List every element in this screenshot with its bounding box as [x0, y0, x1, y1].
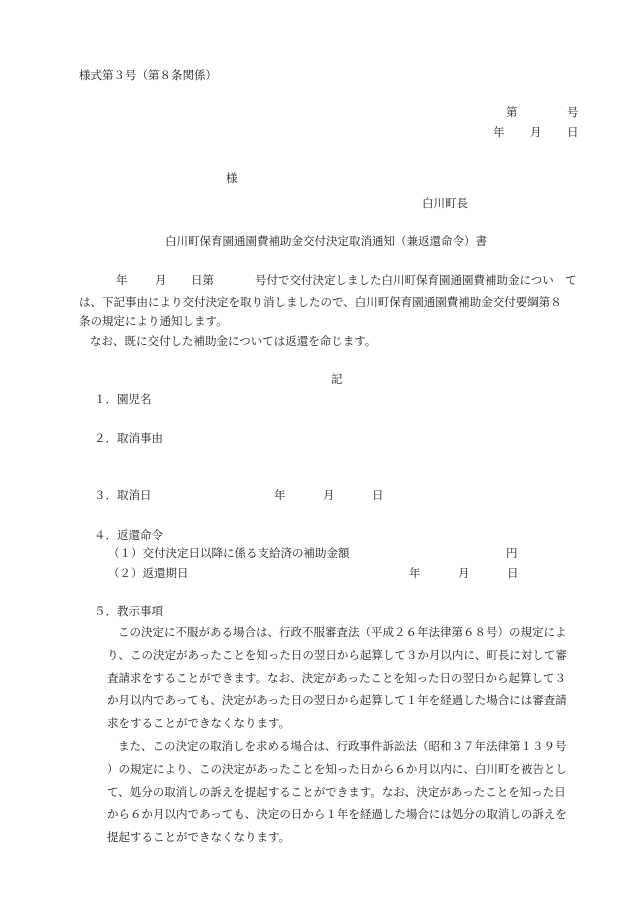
- form-number: 様式第３号（第８条関係）: [79, 68, 217, 82]
- doc-number-dai: 第: [506, 105, 518, 119]
- issue-date-day: 日: [567, 125, 579, 139]
- body-line-1: 号付で交付決定しました白川町保育園通園費補助金につい て: [255, 273, 577, 287]
- body-line-2: は、下記事由により交付決定を取り消しましたので、白川町保育園通園費補助金交付要綱第８: [79, 295, 562, 309]
- item-3-year: 年: [274, 488, 286, 502]
- item-4-sub-1: （１）交付決定日以降に係る支給済の補助金額: [108, 546, 350, 560]
- item-4-return-order: ４．返還命令: [94, 528, 163, 542]
- body-line-3: 条の規定により通知します。: [79, 314, 228, 328]
- document-title: 白川町保育園通園費補助金交付決定取消通知（兼返還命令）書: [165, 234, 487, 248]
- item-3-month: 月: [323, 488, 335, 502]
- item-3-day: 日: [372, 488, 384, 502]
- item-4-sub-2-day: 日: [507, 566, 519, 580]
- instructions-paragraph-2: [107, 735, 567, 849]
- body-month: 月: [155, 273, 167, 287]
- sender-name: 白川町長: [422, 196, 468, 210]
- item-4-sub-2-month: 月: [458, 566, 470, 580]
- item-4-sub-2-year: 年: [409, 566, 421, 580]
- instruction-line: この決定に不服がある場合は、行政不服審査法（平成２６年法律第６８号）の規定によ: [118, 625, 567, 639]
- body-year: 年: [116, 273, 128, 287]
- instruction-line: また、この決定の取消しを求める場合は、行政事件訴訟法（昭和３７年法律第１３９号: [118, 739, 567, 753]
- issue-date-month: 月: [530, 125, 542, 139]
- item-1-child-name: １．園児名: [94, 392, 152, 406]
- item-2-reason: ２．取消事由: [94, 431, 163, 445]
- item-4-sub-2: （２）返還期日: [108, 566, 189, 580]
- instruction-line: ）の規定により、この決定があったことを知った日から６か月以内に、白川町を被告とし: [107, 761, 567, 776]
- instructions-paragraph-1: [107, 621, 567, 735]
- instruction-line: り、この決定があったことを知った日の翌日から起算して３か月以内に、町長に対して審: [107, 647, 567, 662]
- body-day-dai: 日第: [191, 273, 214, 287]
- recipient-suffix: 様: [226, 171, 238, 185]
- doc-number-go: 号: [567, 105, 579, 119]
- ki-heading: 記: [331, 372, 343, 386]
- instruction-line: か月以内であっても、決定があった日の翌日から起算して１年を経過した場合には審査請: [107, 693, 567, 708]
- instruction-line: 提起することができなくなります。: [107, 830, 291, 845]
- instruction-line: から６か月以内であっても、決定の日から１年を経過した場合には処分の取消しの訴えを: [107, 807, 567, 822]
- body-line-4: なお、既に交付した補助金については返還を命じます。: [90, 334, 377, 348]
- instruction-line: て、処分の取消しの訴えを提起することができます。なお、決定があったことを知った日: [107, 784, 566, 799]
- item-5-instructions: ５．教示事項: [94, 604, 163, 618]
- item-3-cancel-date: ３．取消日: [94, 488, 152, 502]
- instruction-line: 査請求をすることができます。なお、決定があったことを知った日の翌日から起算して３: [107, 670, 566, 685]
- instruction-line: 求をすることができなくなります。: [107, 716, 291, 731]
- issue-date-year: 年: [493, 125, 505, 139]
- item-4-sub-1-unit: 円: [506, 546, 518, 560]
